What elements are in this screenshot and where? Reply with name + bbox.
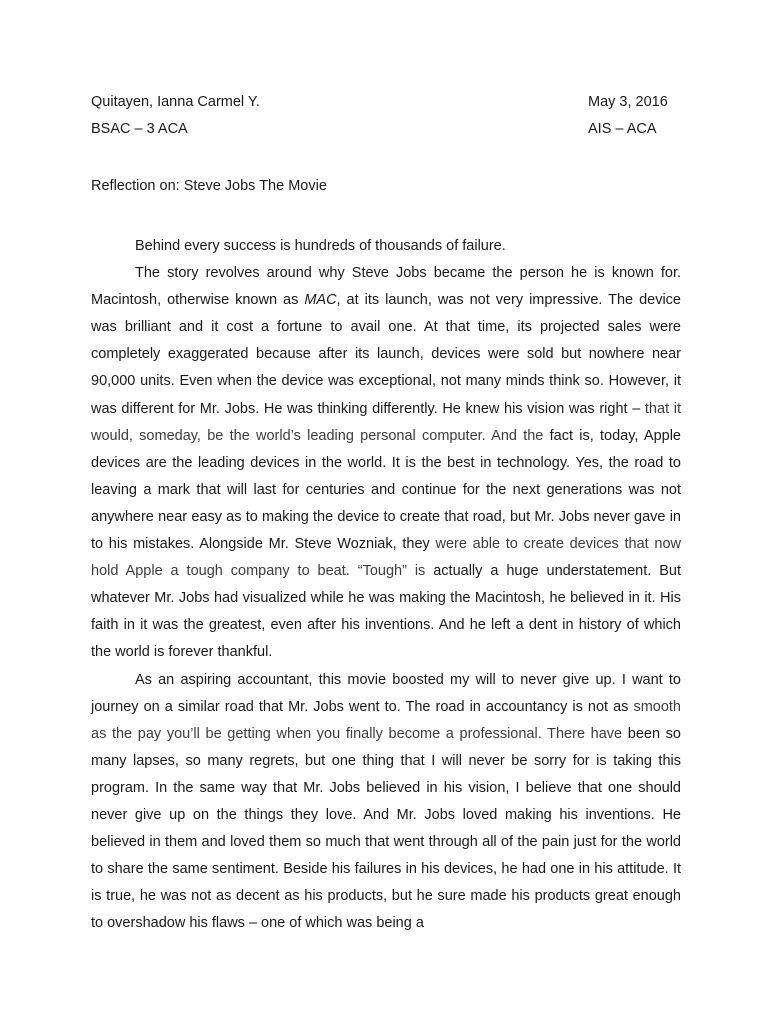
- student-name: Quitayen, Ianna Carmel Y.: [91, 94, 260, 110]
- paragraph-2-part-b: , at its launch, was not very impressive. The device was brilliant and it cost a fortune to avail one. At that time, its projected sales were completely exaggerated because after its launch, devices were sold but nowhere near 90,000 units. Even when the device was exceptional, not many minds think so. However, it was different for Mr. Jobs. He was thinking differently. He knew his vision was right –: [91, 292, 682, 417]
- header-row-2: [91, 119, 681, 139]
- paragraph-2-part-a: The story revolves around why Steve Jobs became the person he is known for. Macintosh, otherwise known as: [91, 265, 681, 309]
- paragraph-2-part-d: fact is, today, Apple devices are the leading devices in the world. It is the best in technology. Yes, the road to leaving a mark that will last for centuries and continue for the next generations was not anywhere near easy as to making the device to create that road, but Mr. Jobs never gave in to his mistakes. Alongside Mr. Steve Wozniak, they: [91, 427, 681, 553]
- submission-date: May 3, 2016: [588, 94, 668, 110]
- paragraph-2-part-f: actually a huge understatement. But whatever Mr. Jobs had visualized while he was making the Macintosh, he believed in it. His faith in it was the greatest, even after his inventions. And he left a dent in history of which the world is forever thankful.: [91, 563, 681, 661]
- paragraph-3-part-b: smooth as the pay you’ll be getting when you finally become a professional. There have: [91, 698, 681, 742]
- paragraph-1: Behind every success is hundreds of thousands of failure.: [135, 238, 506, 254]
- paragraph-3-part-a: As an aspiring accountant, this movie boosted my will to never give up. I want to journey on a similar road that Mr. Jobs went to. The road in accountancy is not as: [91, 671, 681, 715]
- course-code: AIS – ACA: [588, 121, 657, 137]
- header-row-1: [91, 92, 681, 112]
- student-section: BSAC – 3 ACA: [91, 121, 188, 137]
- paragraph-2: [91, 260, 681, 666]
- mac-term: MAC: [304, 292, 337, 309]
- paragraph-2-part-e: were able to create devices that now hold Apple a tough company to beat. “Tough” is: [91, 536, 682, 580]
- paragraph-3-part-c: been so many lapses, so many regrets, but one thing that I will never be sorry for is taking this program. In the same way that Mr. Jobs believed in his vision, I believe that one should never give up on the things they love. And Mr. Jobs loved making his inventions. He believed in them and loved them so much that went through all of the pain just for the world to share the same sentiment. Beside his failures in his devices, he had one in his attitude. It is true, he was not as decent as his products, but he sure made his products great enough to overshadow his flaws – one of which was being a: [91, 725, 681, 932]
- essay-body: [91, 233, 681, 937]
- paragraph-3: [91, 667, 681, 938]
- document-title: Reflection on: Steve Jobs The Movie: [91, 178, 327, 194]
- paragraph-2-part-c: that it would, someday, be the world’s leading personal computer. And the: [91, 400, 681, 444]
